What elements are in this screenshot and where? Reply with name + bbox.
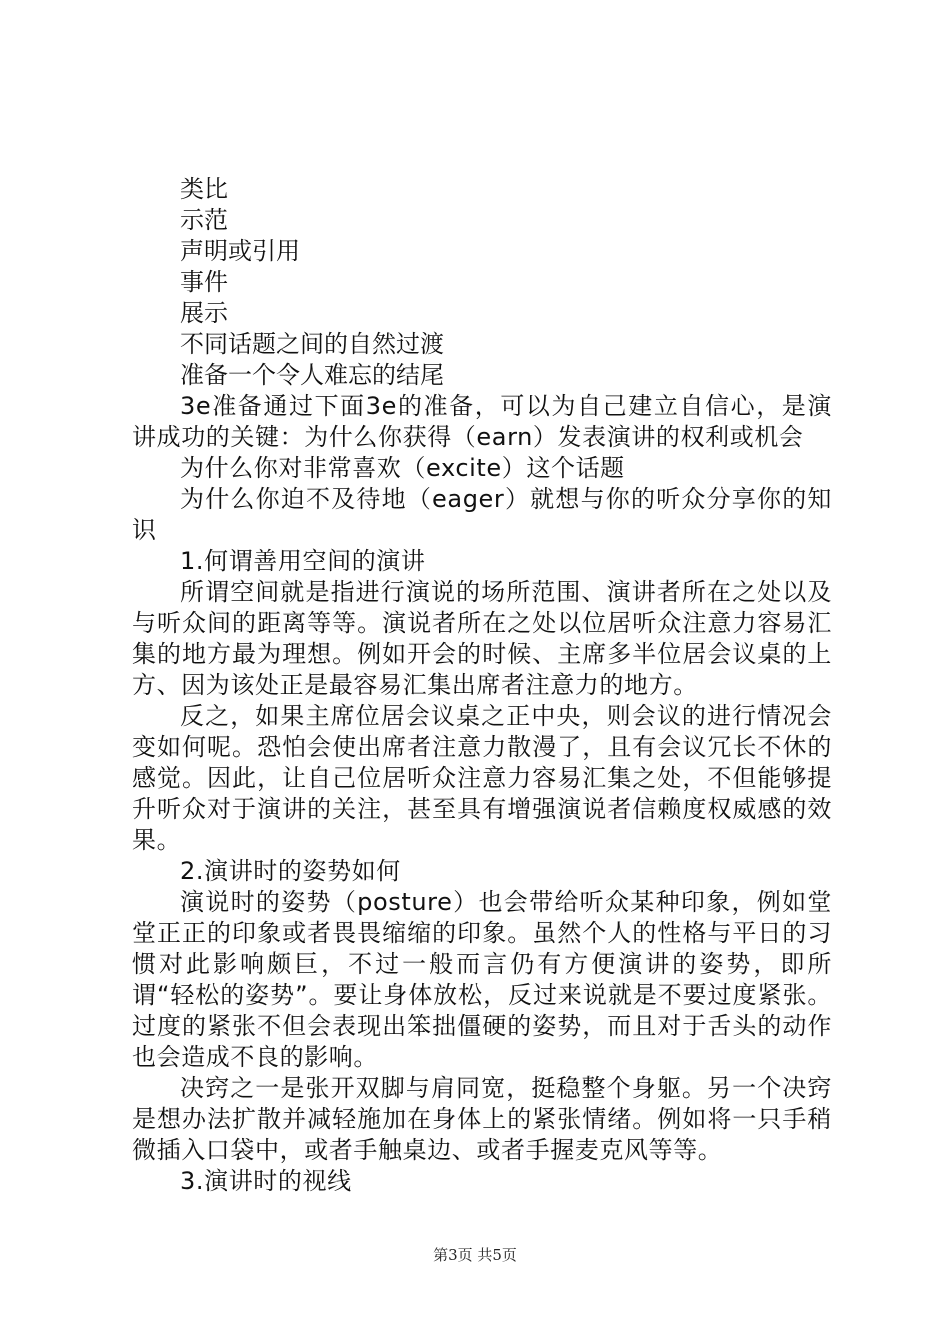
list-item-display: 展示: [180, 299, 228, 327]
paragraph-eager: 为什么你迫不及待地（eager）就想与你的听众分享你的知识: [132, 485, 832, 544]
paragraph-3e-preparation: 3e准备通过下面3e的准备，可以为自己建立自信心，是演讲成功的关键：为什么你获得（earn）发表演讲的权利或机会: [132, 392, 832, 451]
paragraph-posture-tips: 决窍之一是张开双脚与肩同宽，挺稳整个身躯。另一个决窍是想办法扩散并减轻施加在身体上的紧张情绪。例如将一只手稍微插入口袋中，或者手触桌边、或者手握麦克风等等。: [132, 1074, 832, 1164]
list-item-analogy: 类比: [180, 175, 228, 203]
list-item-demonstration: 示范: [180, 206, 228, 234]
list-item-event: 事件: [180, 268, 228, 296]
page-number-label: 第3页 共5页: [433, 1246, 517, 1264]
list-item-ending: 准备一个令人难忘的结尾: [180, 361, 444, 389]
section-heading-posture: 2.演讲时的姿势如何: [180, 857, 401, 885]
section-heading-space: 1.何谓善用空间的演讲: [180, 547, 426, 575]
paragraph-posture: 演说时的姿势（posture）也会带给听众某种印象，例如堂堂正正的印象或者畏畏缩缩的印象。虽然个人的性格与平日的习惯对此影响颇巨，不过一般而言仍有方便演讲的姿势，即所谓“轻松的姿势”。要让身体放松，反过来说就是不要过度紧张。过度的紧张不但会表现出笨拙僵硬的姿势，而且对于舌头的动作也会造成不良的影响。: [132, 888, 832, 1071]
list-item-transition: 不同话题之间的自然过渡: [180, 330, 444, 358]
list-item-statement-quote: 声明或引用: [180, 237, 300, 265]
page-footer: [0, 1244, 950, 1265]
section-heading-gaze: 3.演讲时的视线: [180, 1167, 352, 1195]
document-body: [132, 174, 832, 1197]
paragraph-space-definition: 所谓空间就是指进行演说的场所范围、演讲者所在之处以及与听众间的距离等等。演说者所在之处以位居听众注意力容易汇集的地方最为理想。例如开会的时候、主席多半位居会议桌的上方、因为该处正是最容易汇集出席者注意力的地方。: [132, 578, 832, 699]
paragraph-space-center: 反之，如果主席位居会议桌之正中央，则会议的进行情况会变如何呢。恐怕会使出席者注意力散漫了，且有会议冗长不休的感觉。因此，让自己位居听众注意力容易汇集之处，不但能够提升听众对于演讲的关注，甚至具有增强演说者信赖度权威感的效果。: [132, 702, 832, 854]
paragraph-excite: 为什么你对非常喜欢（excite）这个话题: [180, 454, 625, 482]
